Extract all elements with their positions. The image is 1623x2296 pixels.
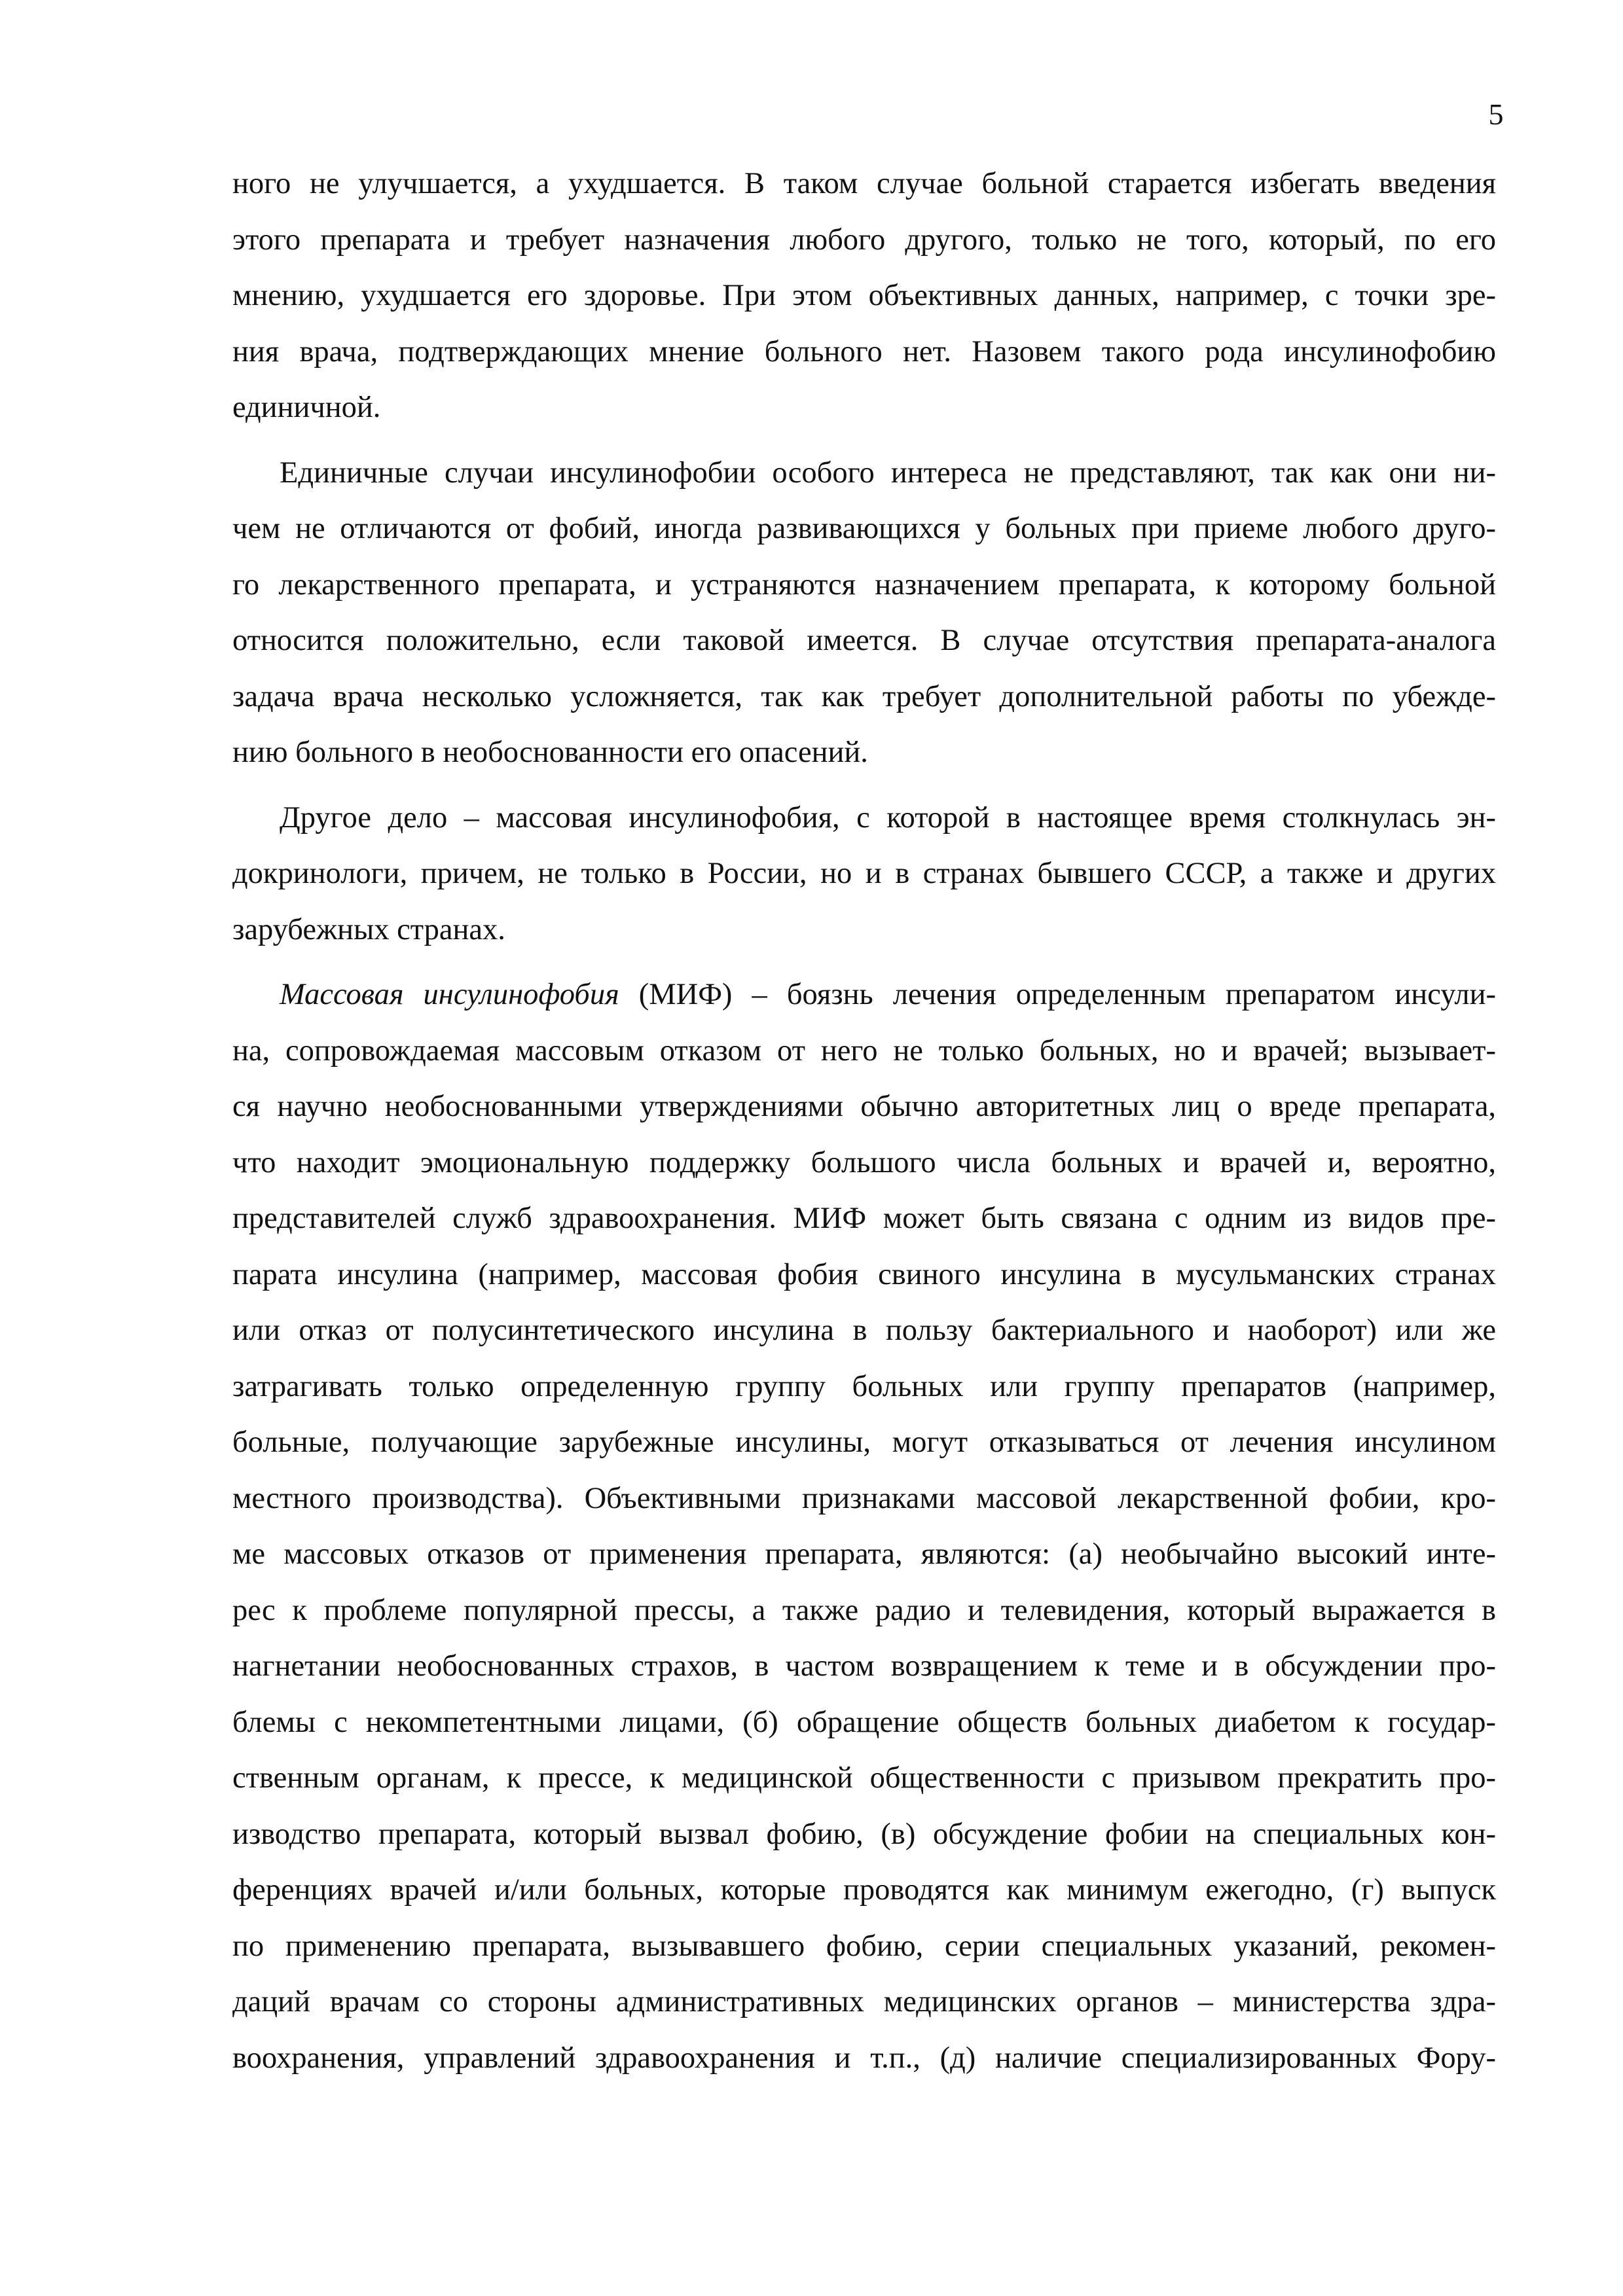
- text-line: затрагивать только определенную группу больных или группу препаратов (например,: [232, 1369, 1496, 1403]
- text-line: по применению препарата, вызывавшего фобию, серии специальных указаний, рекомен-: [232, 1929, 1496, 1963]
- text-line: блемы с некомпетентными лицами, (б) обращение обществ больных диабетом к государ-: [232, 1705, 1496, 1739]
- text-line: больные, получающие зарубежные инсулины, могут отказываться от лечения инсулином: [232, 1426, 1496, 1459]
- text-line: докринологи, причем, не только в России, но и в странах бывшего СССР, а также и других: [232, 857, 1496, 890]
- paragraph-3: [232, 790, 1496, 958]
- text-line: го лекарственного препарата, и устраняются назначением препарата, к которому больной: [232, 567, 1496, 601]
- text-line: рес к проблеме популярной прессы, а также радио и телевидения, который выражается в: [232, 1593, 1496, 1627]
- text-line: парата инсулина (например, массовая фобия свиного инсулина в мусульманских странах: [232, 1257, 1496, 1291]
- text-line: даций врачам со стороны административных медицинских органов – министерства здра-: [232, 1985, 1496, 2018]
- text-line: нию больного в необоснованности его опасений.: [232, 736, 868, 769]
- text-line: Единичные случаи инсулинофобии особого интереса не представляют, так как они ни-: [280, 456, 1496, 490]
- text-line: ного не улучшается, а ухудшается. В таком случае больной старается избегать введения: [232, 167, 1496, 200]
- text-line: ния врача, подтверждающих мнение больного нет. Назовем такого рода инсулинофобию: [232, 334, 1496, 368]
- text-line: или отказ от полусинтетического инсулина в пользу бактериального и наоборот) или же: [232, 1314, 1496, 1347]
- text-line: на, сопровождаемая массовым отказом от него не только больных, но и врачей; вызывает-: [232, 1033, 1496, 1067]
- text-line: ся научно необоснованными утверждениями обычно авторитетных лиц о вреде препарата,: [232, 1090, 1496, 1123]
- text-line-definition: [232, 967, 1496, 1023]
- text-line: относится положительно, если таковой имеется. В случае отсутствия препарата-аналога: [232, 624, 1496, 657]
- term-italic: Массовая инсулинофобия: [280, 978, 619, 1011]
- definition-text: (МИФ) – боязнь лечения определенным препаратом инсули-: [619, 978, 1496, 1011]
- text-line: ме массовых отказов от применения препарата, являются: (а) необычайно высокий инте-: [232, 1537, 1496, 1571]
- text-line: что находит эмоциональную поддержку большого числа больных и врачей и, вероятно,: [232, 1145, 1496, 1179]
- text-line: ференциях врачей и/или больных, которые проводятся как минимум ежегодно, (г) выпуск: [232, 1873, 1496, 1907]
- text-line: этого препарата и требует назначения любого другого, только не того, который, по его: [232, 223, 1496, 257]
- page-number: 5: [1488, 98, 1504, 131]
- text-line: представителей служб здравоохранения. МИФ может быть связана с одним из видов пре-: [232, 1202, 1496, 1235]
- text-line: единичной.: [232, 391, 381, 424]
- paragraph-4: [232, 967, 1496, 2086]
- text-line: Другое дело – массовая инсулинофобия, с которой в настоящее время столкнулась эн-: [280, 800, 1496, 834]
- text-line: местного производства). Объективными признаками массовой лекарственной фобии, кро-: [232, 1481, 1496, 1515]
- text-line: изводство препарата, который вызвал фобию, (в) обсуждение фобии на специальных кон-: [232, 1817, 1496, 1851]
- text-line: зарубежных странах.: [232, 912, 505, 946]
- document-body: [232, 156, 1496, 2095]
- text-line: ственным органам, к прессе, к медицинской общественности с призывом прекратить про-: [232, 1761, 1496, 1795]
- text-line: задача врача несколько усложняется, так как требует дополнительной работы по убежде-: [232, 679, 1496, 713]
- text-line: чем не отличаются от фобий, иногда развивающихся у больных при приеме любого друго-: [232, 512, 1496, 545]
- paragraph-1: [232, 156, 1496, 436]
- text-line: воохранения, управлений здравоохранения и т.п., (д) наличие специализированных Фору-: [232, 2041, 1496, 2075]
- paragraph-2: [232, 445, 1496, 781]
- text-line: нагнетании необоснованных страхов, в частом возвращением к теме и в обсуждении про-: [232, 1649, 1496, 1683]
- text-line: мнению, ухудшается его здоровье. При этом объективных данных, например, с точки зре-: [232, 279, 1496, 312]
